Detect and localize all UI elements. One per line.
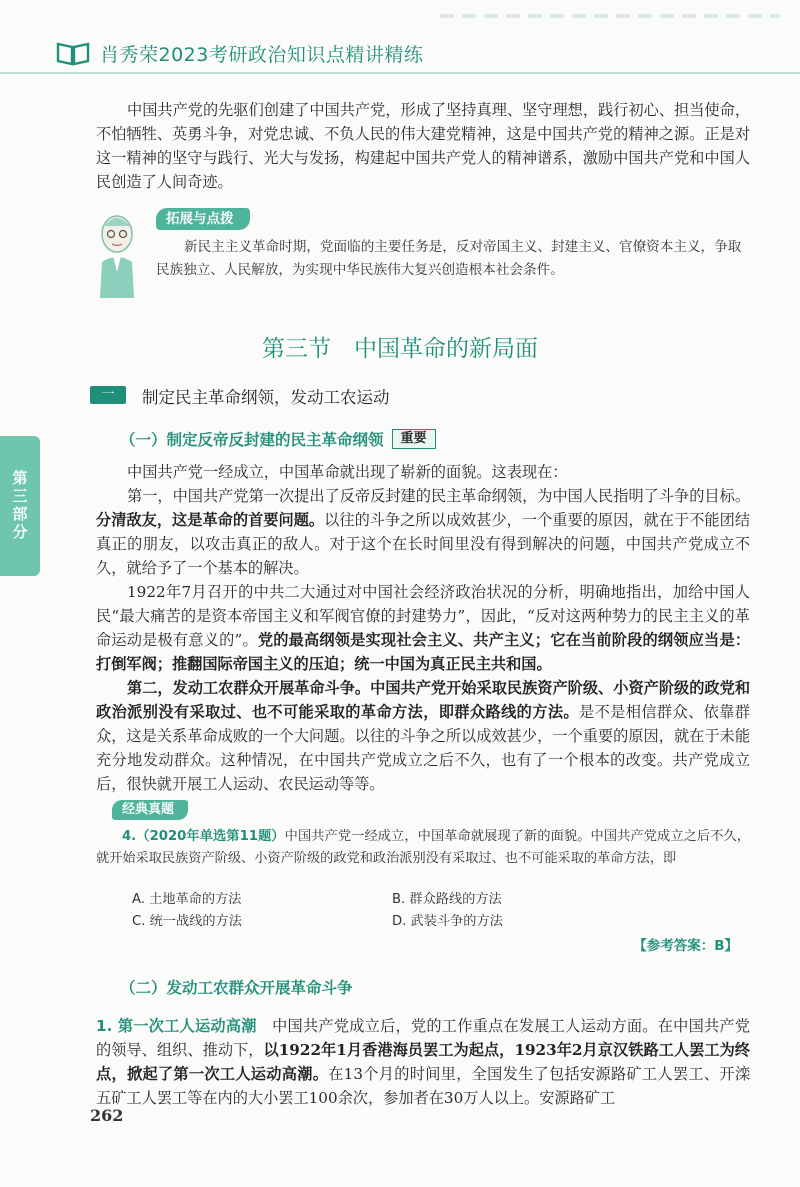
- part-badge: [90, 386, 126, 404]
- paragraph-4-rest: 是不是相信群众、依靠群众，这是关系革命成败的一个大问题。以往的斗争之所以成效甚少，一个重要的原因，就在于未能充分地发动群众。这种情况，在中国共产党成立之后不久，也有了一个根本的改变。共产党成立后，很快就开展工人运动、农民运动等等。: [96, 703, 751, 793]
- reference-answer: 【参考答案：B】: [633, 938, 738, 954]
- subheading-one-title: （一）制定反帝反封建的民主革命纲领: [120, 431, 384, 449]
- item-heading: 1. 第一次工人运动高潮: [96, 1017, 257, 1035]
- side-tab-label: 第三部分: [10, 470, 29, 542]
- paragraph-4-bold: 第二，发动工农群众开展革命斗争。中国共产党开始采取民族资产阶级、小资产阶级的政党和政治派别没有采取过、也不可能采取的革命方法，即群众路线的方法。: [96, 679, 750, 721]
- last-text-b: 在13个月的时间里，全国发生了包括安源路矿工人罢工、开滦五矿工人罢工等在内的大小罢工100余次，参加者在30万人以上。安源路矿工: [96, 1065, 751, 1107]
- section-title: 第三节 中国革命的新局面: [262, 336, 538, 362]
- paragraph-3: [96, 580, 750, 676]
- important-badge: 重要: [392, 429, 436, 449]
- page-header: [56, 38, 423, 68]
- expand-text: 新民主主义革命时期，党面临的主要任务是，反对帝国主义、封建主义、官僚资本主义，争取民族独立、人民解放，为实现中华民族伟大复兴创造根本社会条件。: [156, 239, 742, 278]
- option-b: B. 群众路线的方法: [392, 892, 502, 907]
- main-text: [96, 460, 750, 796]
- last-text-a: 中国共产党成立后，党的工作重点在发展工人运动方面。在中国共产党的领导、组织、推动下，: [96, 1017, 751, 1059]
- part-badge-label: 一: [101, 387, 115, 402]
- paragraph-1: 中国共产党一经成立，中国革命就出现了崭新的面貌。这表现在：: [127, 463, 568, 481]
- last-text-bold: 以1922年1月香港海员罢工为起点，1923年2月京汉铁路工人罢工为终点，掀起了第一次工人运动高潮。: [96, 1041, 750, 1083]
- page-number: 262: [90, 1106, 124, 1125]
- expand-tag: 拓展与点拨: [156, 208, 250, 230]
- paragraph-2-rest: 以往的斗争之所以成效甚少，一个重要的原因，就在于不能团结真正的朋友，以攻击真正的敌人。对于这个在长时间里没有得到解决的问题，中国共产党成立不久，就给予了一个基本的解决。: [96, 511, 751, 577]
- header-divider: [0, 72, 800, 74]
- subheading-one: [120, 428, 436, 450]
- intro-paragraph: 中国共产党的先驱们创建了中国共产党，形成了坚持真理、坚守理想，践行初心、担当使命，不怕牺牲、英勇斗争，对党忠诚、不负人民的伟大建党精神，这是中国共产党的精神之源。正是对这一精神的坚守与践行、光大与发扬，构建起中国共产党人的精神谱系，激励中国共产党和中国人民创造了人间奇迹。: [96, 101, 750, 191]
- paragraph-2-lead: 第一，中国共产党第一次提出了反帝反封建的民主革命纲领，为中国人民指明了斗争的目标。: [127, 487, 750, 505]
- paragraph-4: [96, 676, 750, 796]
- subheading-two: [120, 976, 353, 998]
- option-d: D. 武装斗争的方法: [392, 914, 503, 929]
- top-decoration: [440, 14, 780, 18]
- teacher-figure-icon: [94, 212, 140, 298]
- last-paragraph: [96, 1014, 750, 1110]
- option-c: C. 统一战线的方法: [132, 914, 242, 929]
- paragraph-2: [96, 484, 750, 580]
- book-title: 肖秀荣2023考研政治知识点精讲精练: [100, 43, 424, 66]
- option-a: A. 土地革命的方法: [132, 892, 242, 907]
- part-title: 制定民主革命纲领，发动工农运动: [142, 388, 390, 407]
- exam-tag: 经典真题: [112, 800, 188, 820]
- paragraph-3-lead: 1922年7月召开的中共二大通过对中国社会经济政治状况的分析，明确地指出，加给中国人民“最大痛苦的是资本帝国主义和军阀官僚的封建势力”，因此，“反对这两种势力的民主主义的革命运动是极有意义的”。: [96, 583, 750, 649]
- question-text: 中国共产党一经成立，中国革命就展现了新的面貌。中国共产党成立之后不久，就开始采取民族资产阶级、小资产阶级的政党和政治派别没有采取过、也不可能采取的革命方法，即: [96, 829, 750, 866]
- open-book-icon: [56, 40, 90, 66]
- question-number: 4.（2020年单选第11题）: [122, 829, 285, 844]
- expand-box: [90, 202, 750, 302]
- exam-question: [96, 826, 750, 870]
- paragraph-3-bold: 党的最高纲领是实现社会主义、共产主义；它在当前阶段的纲领应当是：打倒军阀；推翻国际帝国主义的压迫；统一中国为真正民主共和国。: [96, 631, 751, 673]
- paragraph-2-bold: 分清敌友，这是革命的首要问题。: [96, 511, 325, 529]
- subheading-two-title: （二）发动工农群众开展革命斗争: [120, 979, 353, 997]
- side-tab: [0, 436, 40, 576]
